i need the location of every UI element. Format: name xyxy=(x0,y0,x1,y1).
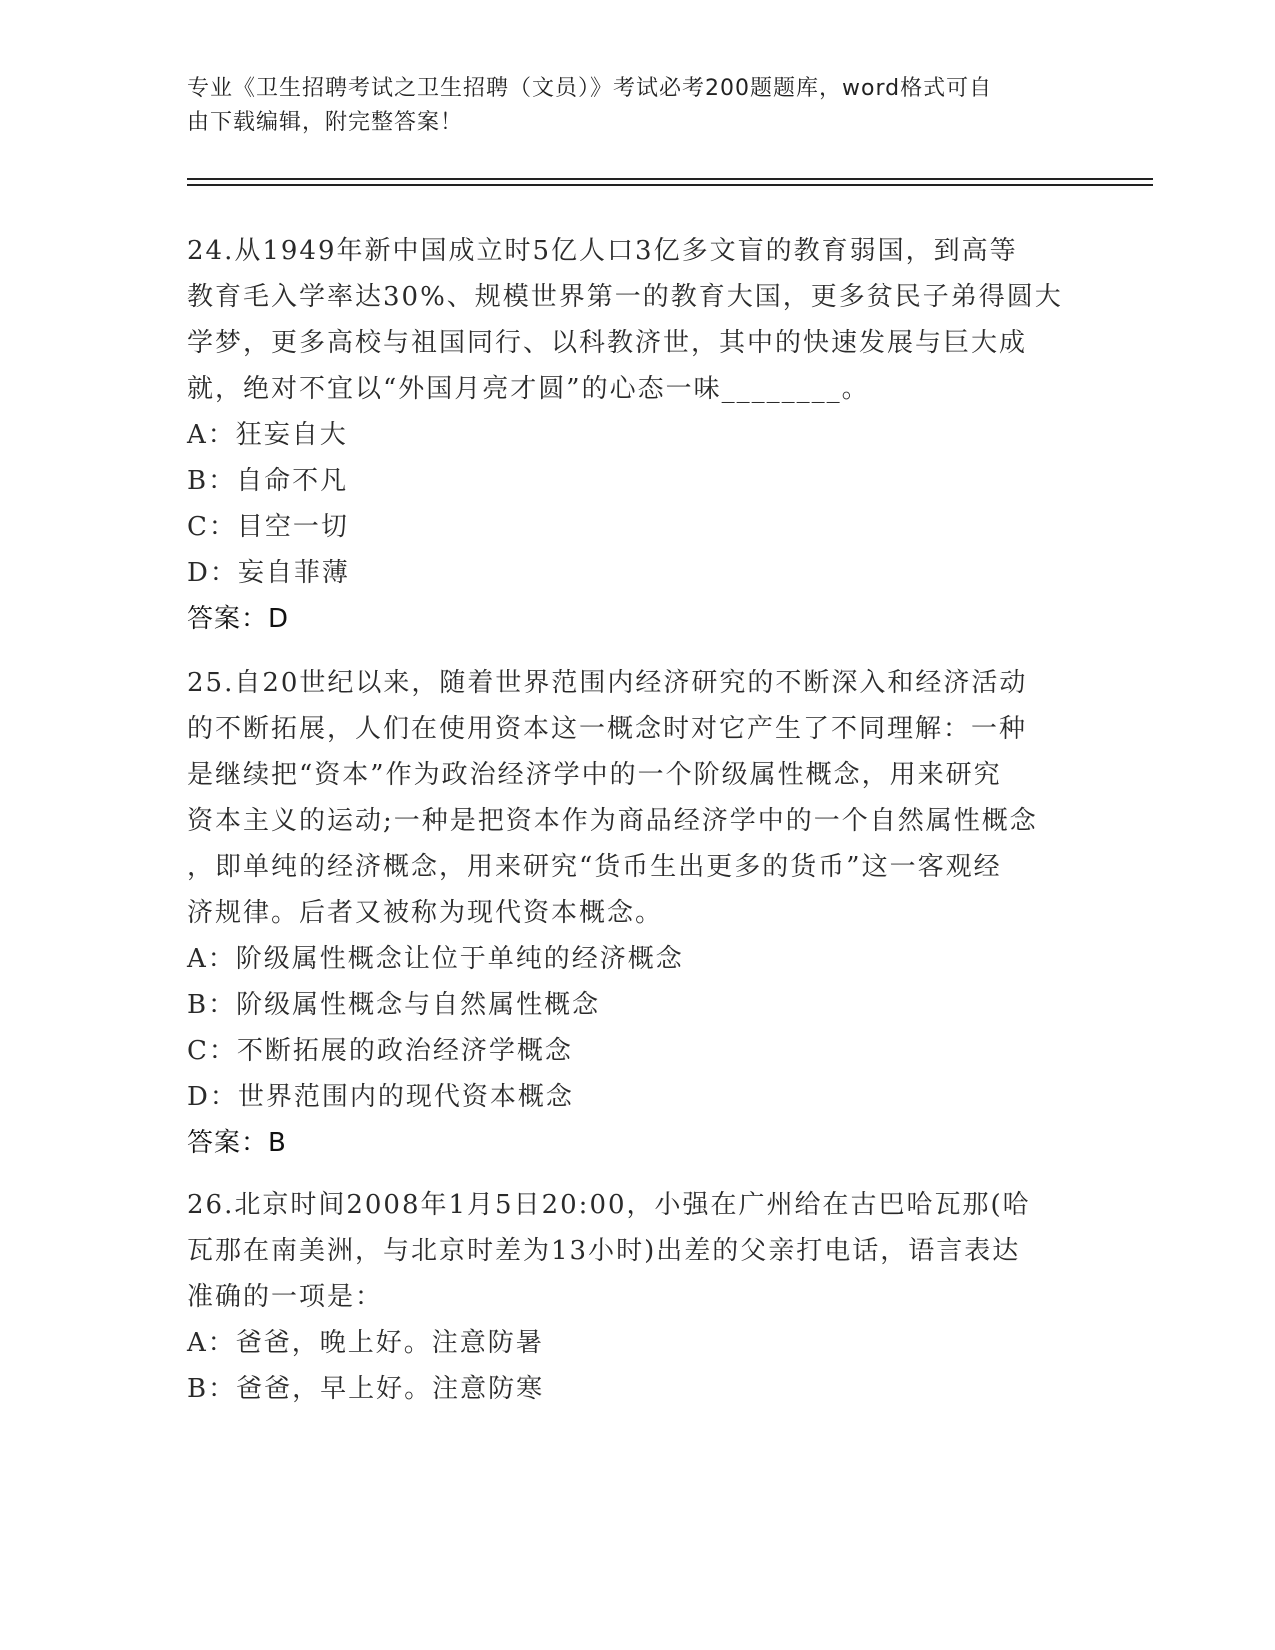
answer: 答案：D xyxy=(187,604,290,634)
question-text-line: 教育毛入学率达30%、规模世界第一的教育大国，更多贫民子弟得圆大 xyxy=(187,282,1063,312)
option-a: A：爸爸，晚上好。注意防暑 xyxy=(187,1328,544,1358)
option-a: A：阶级属性概念让位于单纯的经济概念 xyxy=(187,944,684,974)
question-text-line: 资本主义的运动;一种是把资本作为商品经济学中的一个自然属性概念 xyxy=(187,806,1038,836)
question-text-line: 瓦那在南美洲，与北京时差为13小时)出差的父亲打电话，语言表达 xyxy=(187,1236,1021,1266)
option-b: B：自命不凡 xyxy=(187,466,349,496)
question-text-line: 是继续把“资本”作为政治经济学中的一个阶级属性概念，用来研究 xyxy=(187,760,1002,790)
question-text-line: 准确的一项是： xyxy=(187,1282,384,1312)
question-text-line: 25.自20世纪以来，随着世界范围内经济研究的不断深入和经济活动 xyxy=(187,668,1028,698)
option-d: D：世界范围内的现代资本概念 xyxy=(187,1082,574,1112)
header-line: 由下载编辑，附完整答案！ xyxy=(187,110,464,135)
question-25 xyxy=(187,660,1087,1166)
question-text-line: 济规律。后者又被称为现代资本概念。 xyxy=(187,898,664,928)
option-d: D：妄自菲薄 xyxy=(187,558,350,588)
option-b: B：爸爸，早上好。注意防寒 xyxy=(187,1374,545,1404)
header-line: 专业《卫生招聘考试之卫生招聘（文员）》考试必考200题题库，word格式可自 xyxy=(187,76,993,101)
question-text-line: 24.从1949年新中国成立时5亿人口3亿多文盲的教育弱国，到高等 xyxy=(187,236,1018,266)
question-text-line: 的不断拓展，人们在使用资本这一概念时对它产生了不同理解：一种 xyxy=(187,714,1028,744)
question-text-line: 就，绝对不宜以“外国月亮才圆”的心态一味________。 xyxy=(187,374,870,404)
question-text-line: 学梦，更多高校与祖国同行、以科教济世，其中的快速发展与巨大成 xyxy=(187,328,1028,358)
option-a: A：狂妄自大 xyxy=(187,420,348,450)
option-c: C：不断拓展的政治经济学概念 xyxy=(187,1036,573,1066)
header-divider xyxy=(187,184,1153,186)
question-text-line: 26.北京时间2008年1月5日20:00，小强在广州给在古巴哈瓦那(哈 xyxy=(187,1190,1031,1220)
option-b: B：阶级属性概念与自然属性概念 xyxy=(187,990,601,1020)
question-24 xyxy=(187,228,1087,642)
answer: 答案：B xyxy=(187,1128,287,1158)
header-divider xyxy=(187,178,1153,180)
document-header xyxy=(187,72,1087,140)
question-26 xyxy=(187,1182,1087,1412)
option-c: C：目空一切 xyxy=(187,512,349,542)
question-text-line: ，即单纯的经济概念，用来研究“货币生出更多的货币”这一客观经 xyxy=(187,852,1002,882)
